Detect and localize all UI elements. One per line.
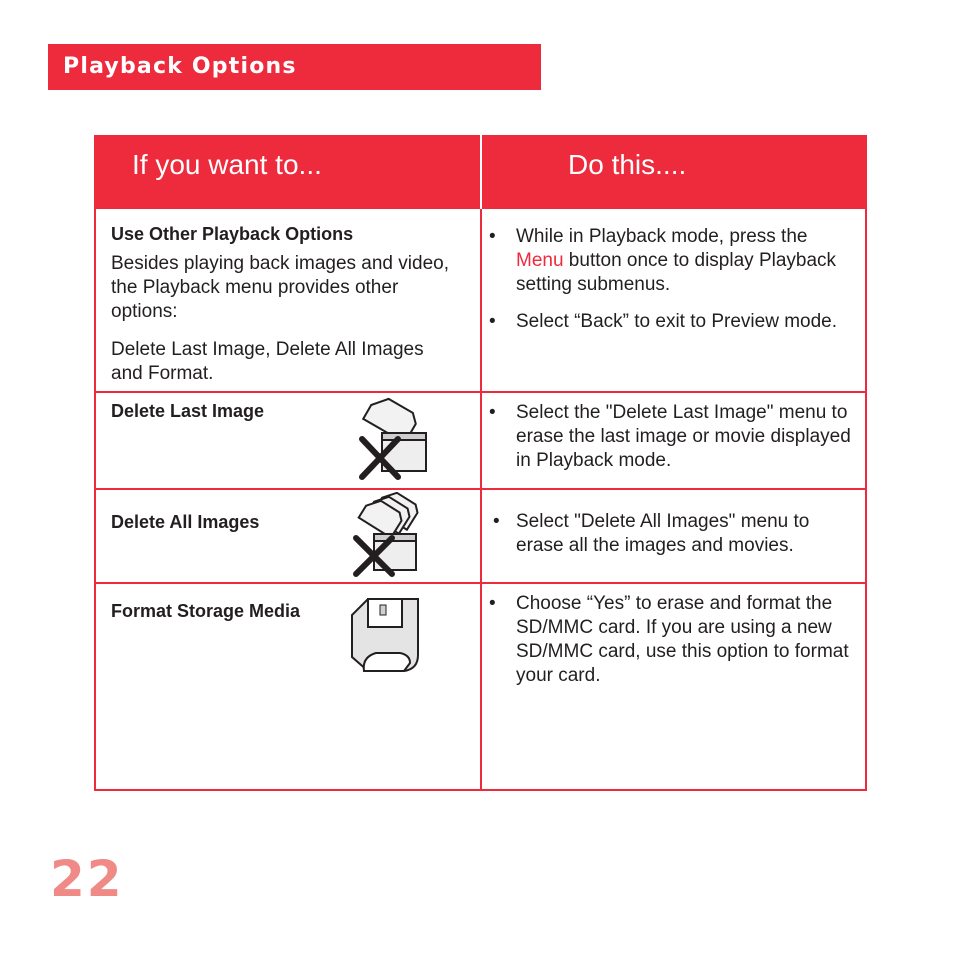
section-title: Playback Options <box>63 54 297 79</box>
header-do-this: Do this.... <box>568 149 687 180</box>
header-separator <box>480 135 482 209</box>
instruction-text: While in Playback mode, press the Menu button once to display Playback setting submenus. <box>516 226 837 295</box>
row-divider <box>96 582 865 584</box>
row-title: Delete All Images <box>111 512 260 532</box>
bullet: • <box>489 311 496 332</box>
row-divider <box>96 391 865 393</box>
bullet: • <box>493 511 500 532</box>
bullet: • <box>489 593 496 614</box>
page-number: 22 <box>50 850 124 908</box>
menu-button-ref: Menu <box>516 250 564 271</box>
row-description: Besides playing back images and video, the Playback menu provides other options: <box>111 253 449 322</box>
header-if-you-want: If you want to... <box>132 149 322 180</box>
instruction-text: Select “Back” to exit to Preview mode. <box>516 311 838 332</box>
instruction-text: Select the "Delete Last Image" menu to erase the last image or movie displayed in Playback mode. <box>516 402 851 471</box>
delete-last-image-icon <box>356 397 430 481</box>
instructions-table <box>94 135 867 791</box>
instruction-text: Choose “Yes” to erase and format the SD/MMC card. If you are using a new SD/MMC card, use this option to format your card. <box>516 593 849 686</box>
row-description: Delete Last Image, Delete All Images and Format. <box>111 339 424 384</box>
row-divider <box>96 488 865 490</box>
bullet: • <box>489 402 496 423</box>
section-banner <box>48 44 541 90</box>
delete-all-images-icon <box>348 492 428 578</box>
bullet: • <box>489 226 496 247</box>
column-divider <box>480 209 482 789</box>
row-title: Delete Last Image <box>111 401 265 421</box>
table-header <box>96 135 865 209</box>
instruction-text: Select "Delete All Images" menu to erase all the images and movies. <box>516 511 810 556</box>
row-title: Use Other Playback Options <box>111 224 354 244</box>
format-card-icon <box>348 595 422 675</box>
row-title: Format Storage Media <box>111 601 301 621</box>
